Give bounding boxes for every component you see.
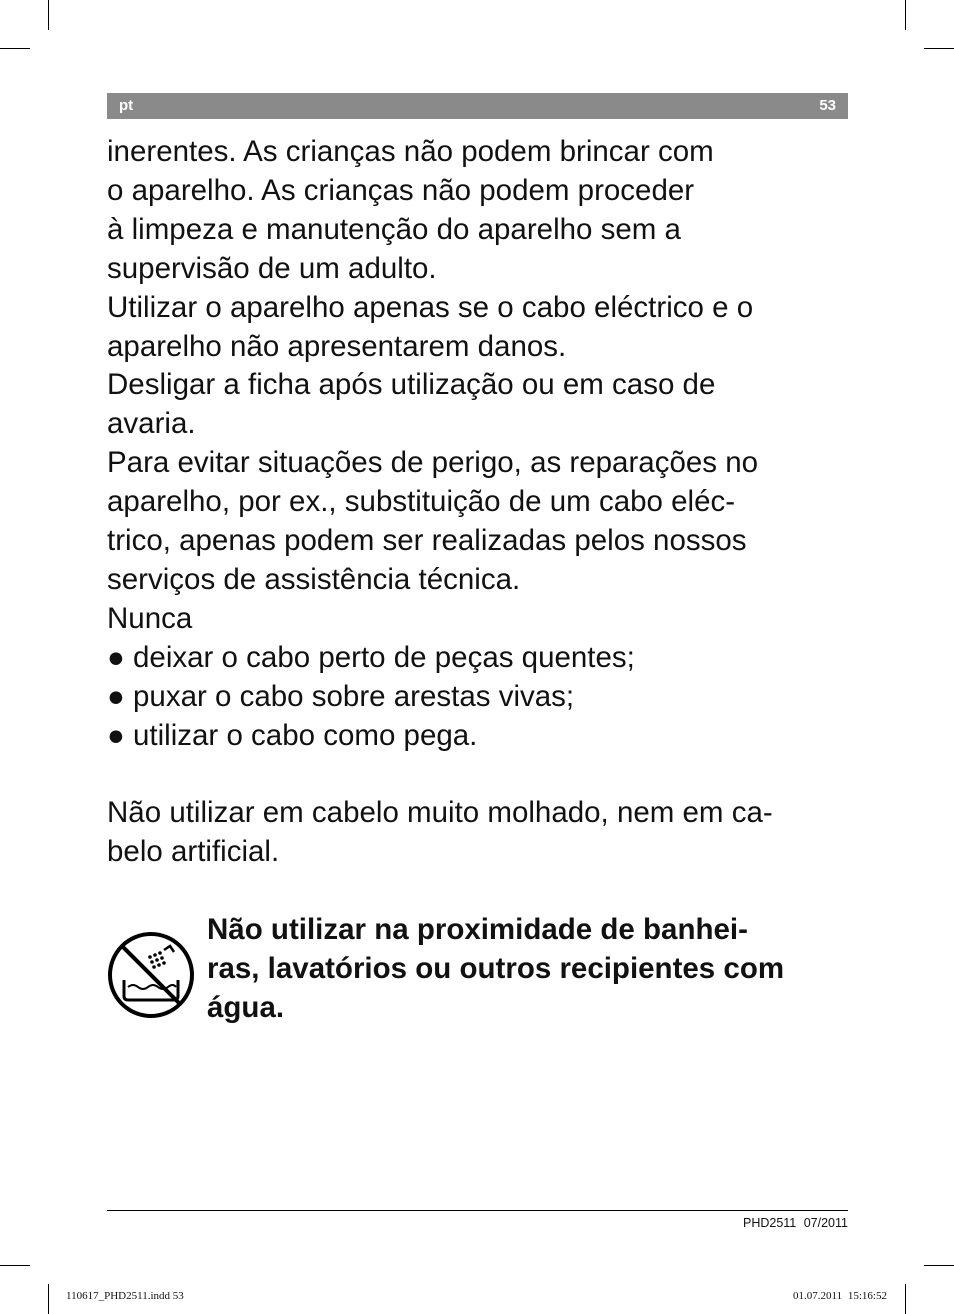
crop-mark [0,1265,30,1266]
model-date-code: PHD2511 07/2011 [742,1216,848,1230]
crop-mark [905,1284,906,1314]
language-code: pt [119,97,134,114]
print-file-name: 110617_PHD2511.indd 53 [66,1290,184,1302]
water-warning-text: Não utilizar na proximidade de banhei- ras, lavatórios ou outros recipientes com água. [207,913,785,1024]
print-timestamp: 01.07.2011 15:16:52 [793,1290,887,1302]
safety-instructions-text: inerentes. As crianças não podem brincar com o aparelho. As crianças não podem proceder à limpeza e manutenção do aparelho sem a supervisão de um adulto. Utilizar o aparelho apenas se o cabo eléctrico e o aparelho não apresentarem danos. Desligar a ficha após utilização ou em caso de avaria. Para evitar situações de perigo, as reparações no aparelho, por ex., substituição de um cabo eléc- trico, apenas podem ser realizadas pelos nossos serviços de assistência técnica. Nunca ● deixar o cabo perto de peças quentes; ● puxar o cabo sobre arestas vivas; ● utilizar o cabo como pega. Não utilizar em cabelo muito molhado, nem em ca- belo artificial. [107,135,773,869]
crop-mark [48,1284,49,1314]
no-water-icon [106,930,196,1020]
crop-mark [924,1265,954,1266]
crop-mark [924,48,954,49]
page-number: 53 [819,97,836,114]
crop-mark [0,48,30,49]
crop-mark [905,0,906,30]
crop-mark [48,0,49,30]
page-header [107,93,848,119]
footer-divider [107,1210,848,1211]
